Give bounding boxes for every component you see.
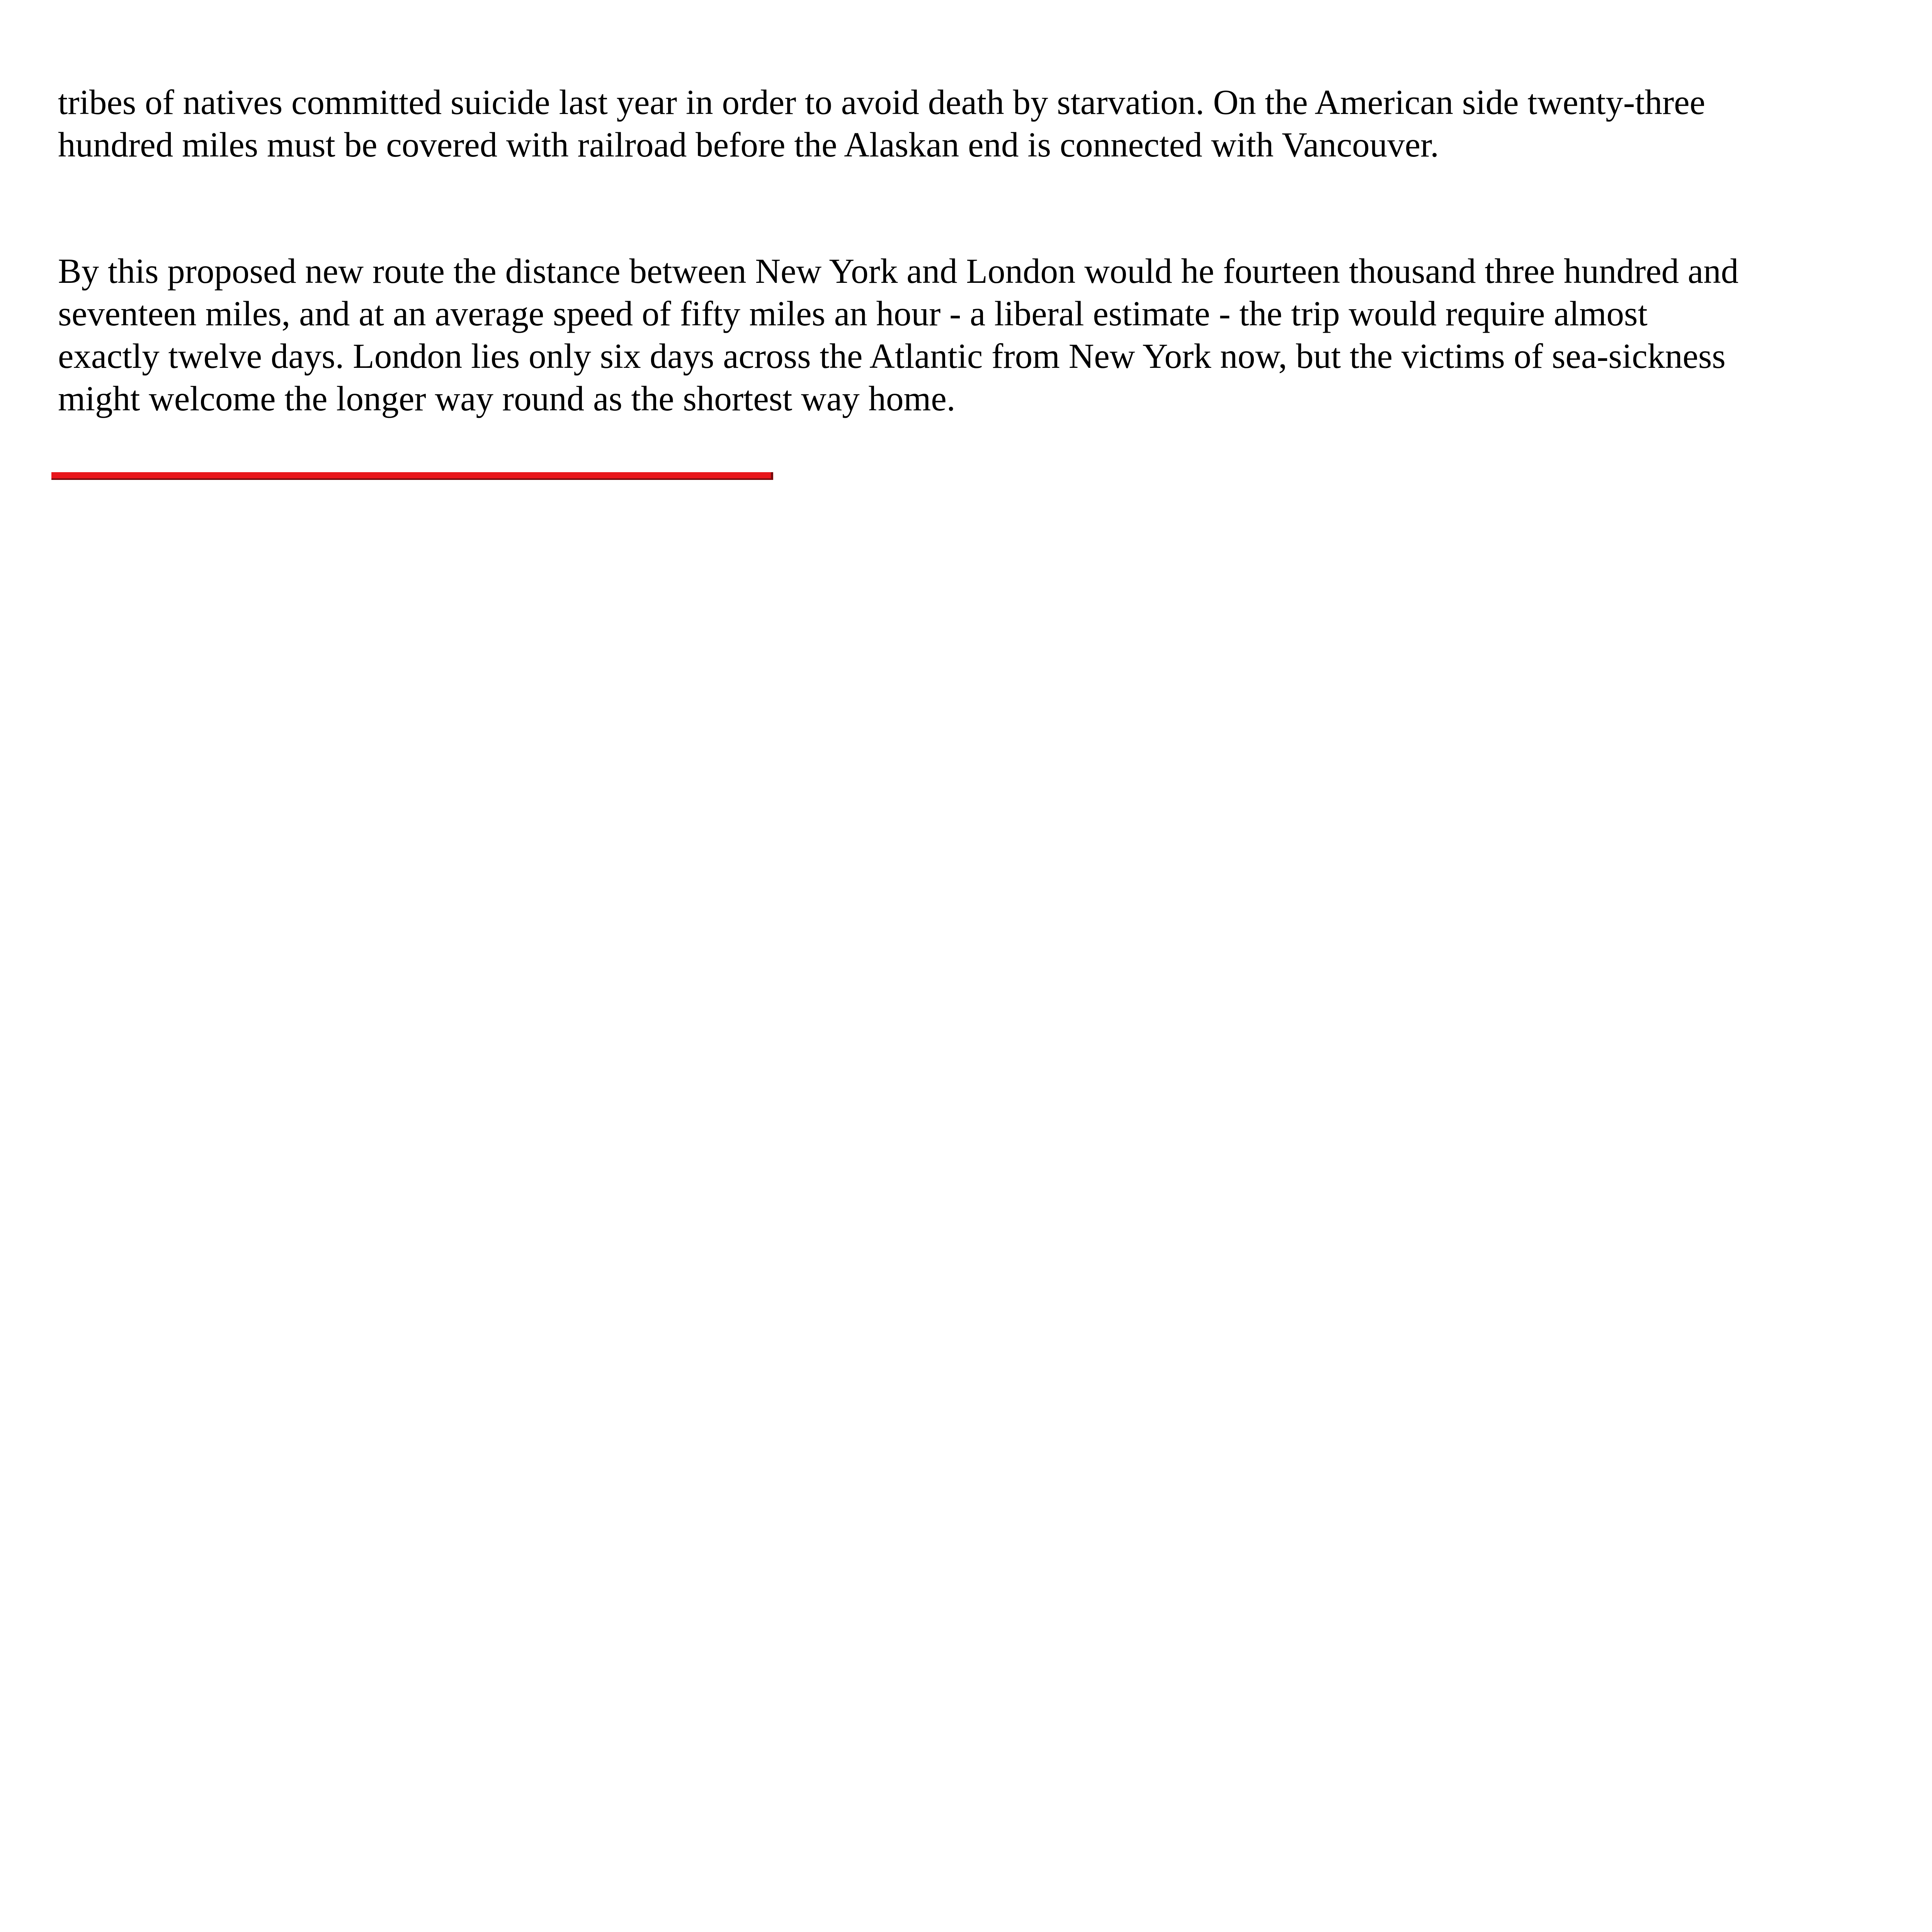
paragraph-1: tribes of natives committed suicide last year in order to avoid death by starvation. On the American side twenty-three hundred miles must be covered with railroad before the Alaskan end is connected with Vancouver. xyxy=(58,83,1706,164)
section-divider xyxy=(51,472,773,480)
paragraph-2: By this proposed new route the distance between New York and London would he fourteen thousand three hundred and seventeen miles, and at an average speed of fifty miles an hour - a liberal estimate - the trip would require almost exactly twelve days. London lies only six days across the Atlantic from New York now, but the victims of sea-sickness might welcome the longer way round as the shortest way home. xyxy=(58,252,1739,418)
